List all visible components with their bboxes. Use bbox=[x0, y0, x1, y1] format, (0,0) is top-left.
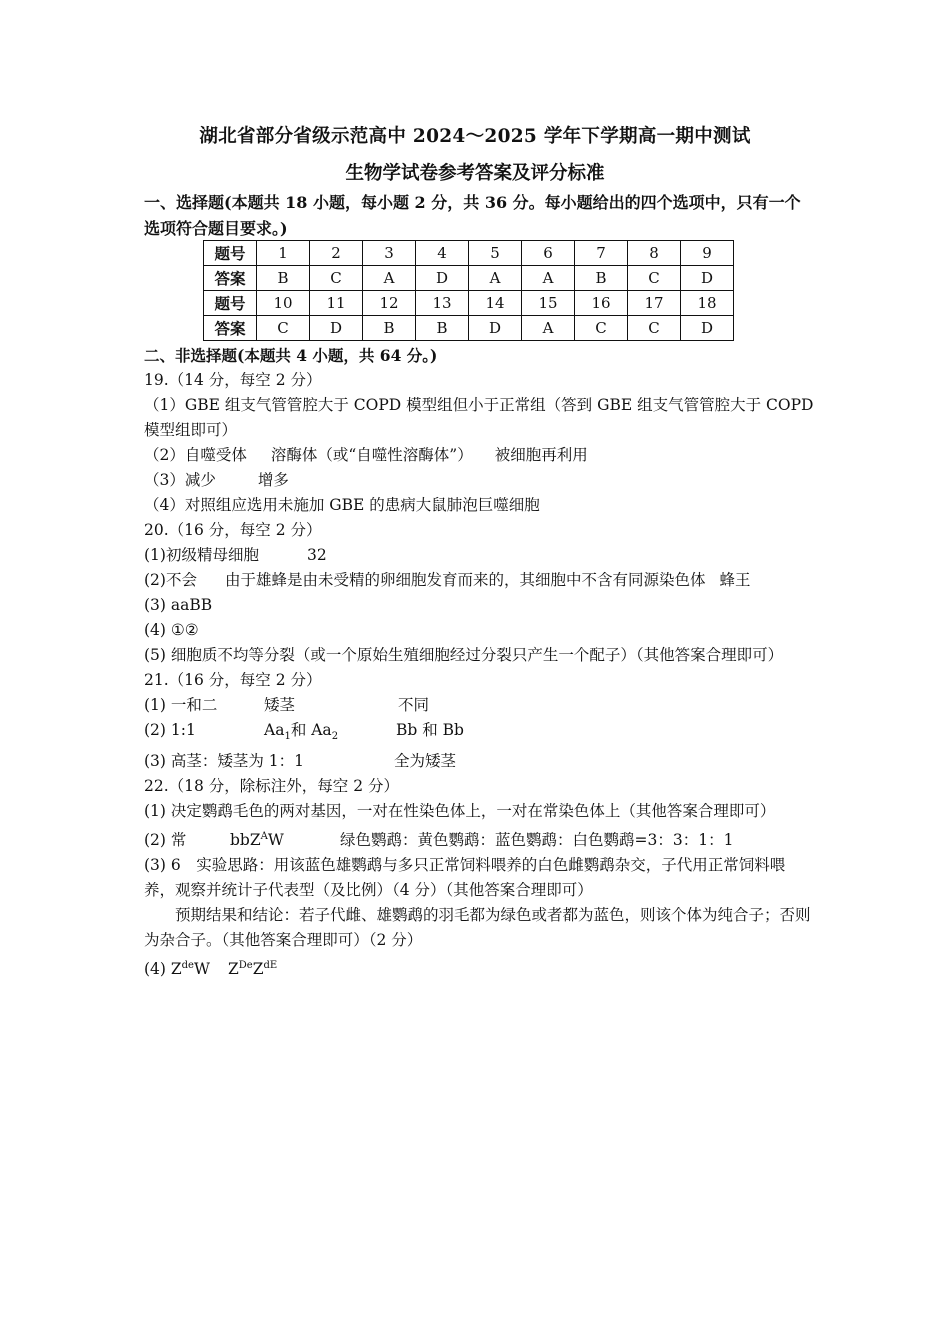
question-number: 15 bbox=[522, 291, 575, 316]
answer-blank: 增多 bbox=[257, 471, 289, 489]
table-row bbox=[204, 241, 734, 266]
answer-blank: （2）自噬受体 bbox=[144, 446, 247, 464]
answer-blank: (1)初级精母细胞 bbox=[144, 546, 259, 564]
row-label: 题号 bbox=[204, 291, 257, 316]
q20-answer-2 bbox=[144, 568, 816, 593]
q20-heading: 20.（16 分，每空 2 分） bbox=[144, 521, 322, 539]
document-title: 湖北省部分省级示范高中 2024～2025 学年下学期高一期中测试 bbox=[199, 126, 751, 147]
choice-answer-table bbox=[203, 240, 734, 341]
q22-answer-3-result: 预期结果和结论：若子代雌、雄鹦鹉的羽毛都为绿色或者都为蓝色，则该个体为纯合子；否则为杂合子。（其他答案合理即可）（2 分） bbox=[144, 906, 811, 950]
answer-cell: C bbox=[575, 316, 628, 341]
answer-blank: 被细胞再利用 bbox=[494, 446, 588, 464]
document-subtitle: 生物学试卷参考答案及评分标准 bbox=[345, 163, 605, 184]
answer-cell: D bbox=[416, 266, 469, 291]
question-number: 1 bbox=[257, 241, 310, 266]
genotype: bbZ$^A$W bbox=[230, 831, 284, 850]
row-label: 答案 bbox=[204, 266, 257, 291]
answer-blank: 32 bbox=[306, 546, 327, 564]
q19-answer-4: （4）对照组应选用未施加 GBE 的患病大鼠肺泡巨噬细胞 bbox=[144, 496, 540, 514]
q22-answer-2 bbox=[144, 824, 816, 853]
answer-blank: 由于雄蜂是由未受精的卵细胞发育而来的，其细胞中不含有同源染色体 bbox=[224, 571, 706, 589]
q20-answer-3: (3) aaBB bbox=[144, 596, 213, 614]
section2-heading: 二、非选择题(本题共 4 小题，共 64 分。) bbox=[144, 346, 438, 365]
answer-blank: （3）减少 bbox=[144, 471, 216, 489]
answer-blank: (2)不会 bbox=[144, 571, 197, 589]
table-row bbox=[204, 316, 734, 341]
question-number: 13 bbox=[416, 291, 469, 316]
answer-cell: D bbox=[310, 316, 363, 341]
question-number: 9 bbox=[681, 241, 734, 266]
section1-heading: 一、选择题(本题共 18 小题，每小题 2 分，共 36 分。每小题给出的四个选项中，只有一个选项符合题目要求。) bbox=[144, 193, 801, 238]
answer-cell: B bbox=[257, 266, 310, 291]
answer-blank: (2) 1:1 bbox=[144, 721, 196, 739]
q21-heading: 21.（16 分，每空 2 分） bbox=[144, 671, 322, 689]
question-number: 16 bbox=[575, 291, 628, 316]
question-number: 11 bbox=[310, 291, 363, 316]
answer-cell: C bbox=[257, 316, 310, 341]
answer-cell: B bbox=[363, 316, 416, 341]
answer-cell: A bbox=[522, 316, 575, 341]
answer-blank: 溶酶体（或“自噬性溶酶体”） bbox=[270, 446, 473, 464]
genotype: $Z^{De}Z^{dE}$ bbox=[228, 960, 278, 979]
row-label: 答案 bbox=[204, 316, 257, 341]
answer-blank: (1) 一和二 bbox=[144, 696, 218, 714]
answer-cell: A bbox=[469, 266, 522, 291]
answer-cell: A bbox=[363, 266, 416, 291]
question-number: 12 bbox=[363, 291, 416, 316]
table-row bbox=[204, 291, 734, 316]
q22-answer-4 bbox=[144, 953, 816, 982]
q20-answer-5: (5) 细胞质不均等分裂（或一个原始生殖细胞经过分裂只产生一个配子）（其他答案合理即可） bbox=[144, 646, 784, 664]
answer-blank: 矮茎 bbox=[264, 696, 296, 714]
answer-blank: Bb 和 Bb bbox=[396, 721, 464, 739]
q21-answer-2 bbox=[144, 718, 816, 749]
question-number: 18 bbox=[681, 291, 734, 316]
table-row bbox=[204, 266, 734, 291]
q19-answer-2 bbox=[144, 443, 816, 468]
q22-answer-3: (3) 6 实验思路：用该蓝色雄鹦鹉与多只正常饲料喂养的白色雌鹦鹉杂交，子代用正常饲料喂养，观察并统计子代表型（及比例）（4 分）（其他答案合理即可） bbox=[144, 856, 786, 900]
question-number: 14 bbox=[469, 291, 522, 316]
question-number: 17 bbox=[628, 291, 681, 316]
answer-blank: 全为矮茎 bbox=[394, 752, 457, 771]
q20-answer-1 bbox=[144, 543, 816, 568]
question-number: 6 bbox=[522, 241, 575, 266]
question-number: 7 bbox=[575, 241, 628, 266]
answer-cell: B bbox=[575, 266, 628, 291]
q21-answer-3 bbox=[144, 749, 816, 774]
q19-answer-1: （1）GBE 组支气管管腔大于 COPD 模型组但小于正常组（答到 GBE 组支气管管腔大于 COPD 模型组即可） bbox=[144, 396, 814, 439]
q20-answer-4: (4) ①② bbox=[144, 621, 199, 639]
answer-cell: C bbox=[628, 266, 681, 291]
q22-heading: 22.（18 分，除标注外，每空 2 分） bbox=[144, 777, 400, 796]
answer-blank: 不同 bbox=[398, 696, 430, 714]
answer-blank: (3) 高茎：矮茎为 1：1 bbox=[144, 752, 305, 771]
question-number: 4 bbox=[416, 241, 469, 266]
question-number: 5 bbox=[469, 241, 522, 266]
row-label: 题号 bbox=[204, 241, 257, 266]
answer-cell: C bbox=[628, 316, 681, 341]
question-number: 2 bbox=[310, 241, 363, 266]
q19-answer-3 bbox=[144, 468, 816, 493]
answer-cell: D bbox=[681, 316, 734, 341]
q21-answer-1 bbox=[144, 693, 816, 718]
answer-blank: (2) 常 bbox=[144, 831, 187, 850]
answer-cell: B bbox=[416, 316, 469, 341]
answer-blank: 蜂王 bbox=[719, 571, 751, 589]
answer-cell: D bbox=[681, 266, 734, 291]
question-number: 10 bbox=[257, 291, 310, 316]
genotype-pair: $Aa_1$和 $Aa_2$ bbox=[264, 721, 339, 743]
answer-cell: D bbox=[469, 316, 522, 341]
genotype: (4) $Z^{de}W$ bbox=[144, 960, 210, 979]
question-number: 8 bbox=[628, 241, 681, 266]
question-number: 3 bbox=[363, 241, 416, 266]
q19-heading: 19.（14 分，每空 2 分） bbox=[144, 371, 322, 389]
answer-cell: A bbox=[522, 266, 575, 291]
answer-cell: C bbox=[310, 266, 363, 291]
q22-answer-1: (1) 决定鹦鹉毛色的两对基因，一对在性染色体上，一对在常染色体上（其他答案合理即可） bbox=[144, 802, 776, 821]
answers-body bbox=[144, 343, 816, 982]
answer-blank: 绿色鹦鹉：黄色鹦鹉：蓝色鹦鹉：白色鹦鹉=3：3：1：1 bbox=[340, 831, 734, 850]
